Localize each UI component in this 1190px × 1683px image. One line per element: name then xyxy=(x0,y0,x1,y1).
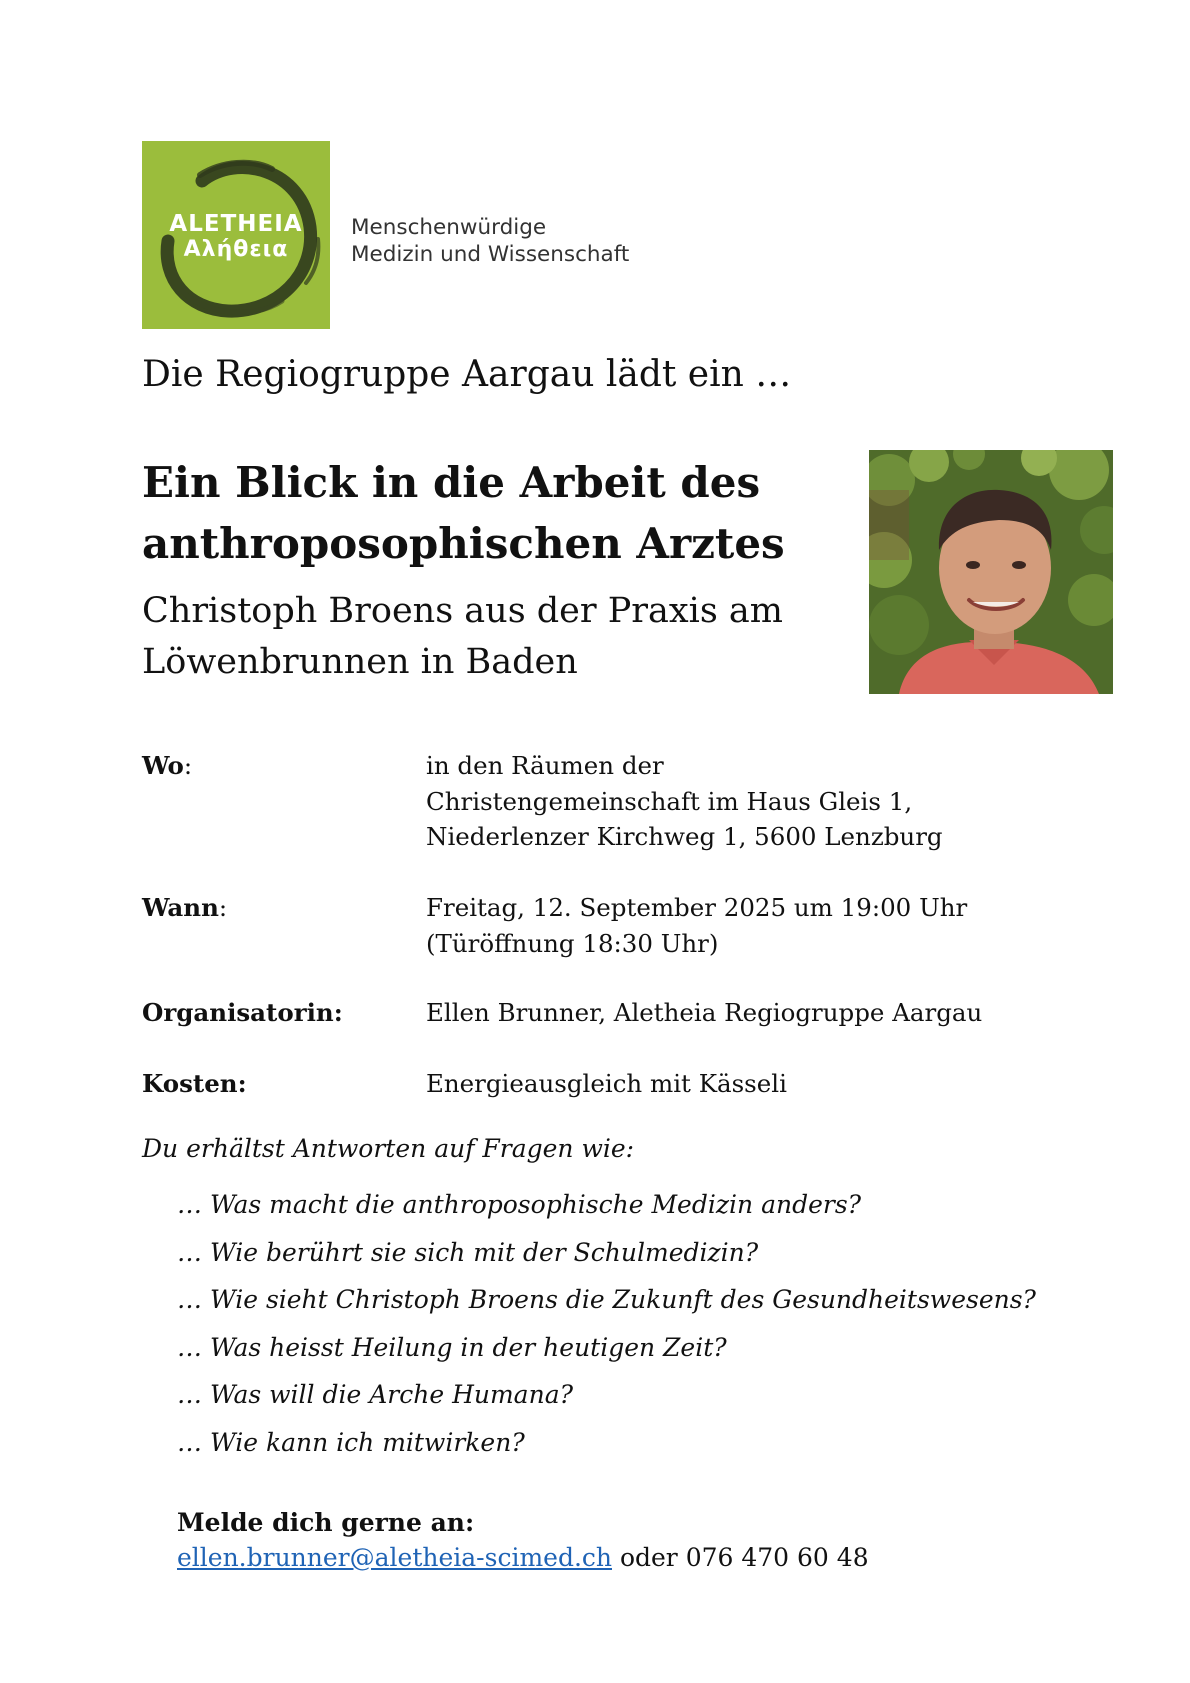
aletheia-logo xyxy=(142,141,330,329)
question-item: … Wie kann ich mitwirken? xyxy=(177,1427,525,1457)
question-item: … Wie sieht Christoph Broens die Zukunft des Gesundheitswesens? xyxy=(177,1285,1036,1315)
detail-label: Organisatorin: xyxy=(142,998,343,1027)
detail-value xyxy=(426,1066,787,1102)
detail-value-line: Niederlenzer Kirchweg 1, 5600 Lenzburg xyxy=(426,822,943,851)
detail-value xyxy=(426,748,943,855)
question-item: … Was heisst Heilung in der heutigen Zeit? xyxy=(177,1332,727,1362)
question-item: … Was will die Arche Humana? xyxy=(177,1380,573,1410)
tagline-line: Medizin und Wissenschaft xyxy=(351,242,630,267)
question-item: … Was macht die anthroposophische Medizin anders? xyxy=(177,1190,862,1219)
subtitle-line: Christoph Broens aus der Praxis am xyxy=(142,591,783,631)
detail-value-line: Christengemeinschaft im Haus Gleis 1, xyxy=(426,786,913,816)
detail-label: Wann: xyxy=(142,893,228,922)
invitation-line: Die Regiogruppe Aargau lädt ein … xyxy=(142,354,792,395)
detail-label: Kosten: xyxy=(142,1069,247,1098)
signup-heading: Melde dich gerne an: xyxy=(177,1508,475,1537)
detail-value-line: Freitag, 12. September 2025 um 19:00 Uhr xyxy=(426,893,968,922)
phone-number: 076 470 60 48 xyxy=(685,1543,869,1572)
email-link[interactable]: ellen.brunner@aletheia-scimed.ch xyxy=(177,1543,612,1572)
detail-value-line: Ellen Brunner, Aletheia Regiogruppe Aargau xyxy=(426,998,983,1027)
detail-value-line: (Türöffnung 18:30 Uhr) xyxy=(426,928,719,958)
contact-separator: oder xyxy=(612,1543,686,1572)
logo-name-greek: Αλήθεια xyxy=(183,237,289,262)
page-title xyxy=(142,452,785,574)
detail-value xyxy=(426,890,967,961)
speaker-portrait-photo xyxy=(869,450,1113,694)
tagline-line: Menschenwürdige xyxy=(351,215,547,240)
questions-list xyxy=(177,1181,1036,1467)
questions-intro: Du erhältst Antworten auf Fragen wie: xyxy=(142,1134,635,1163)
title-line: anthroposophischen Arztes xyxy=(142,519,785,568)
question-item: … Wie berührt sie sich mit der Schulmedizin? xyxy=(177,1237,759,1267)
detail-value-line: Energieausgleich mit Kässeli xyxy=(426,1069,787,1098)
signup-contact xyxy=(177,1543,869,1572)
subtitle-line: Löwenbrunnen in Baden xyxy=(142,642,578,682)
speaker-subtitle xyxy=(142,586,783,688)
detail-value xyxy=(426,995,982,1031)
detail-label: Wo: xyxy=(142,751,193,780)
logo-name-latin: ALETHEIA xyxy=(169,211,303,237)
title-line: Ein Blick in die Arbeit des xyxy=(142,458,761,507)
logo-tagline xyxy=(351,214,629,268)
detail-value-line: in den Räumen der xyxy=(426,751,664,780)
